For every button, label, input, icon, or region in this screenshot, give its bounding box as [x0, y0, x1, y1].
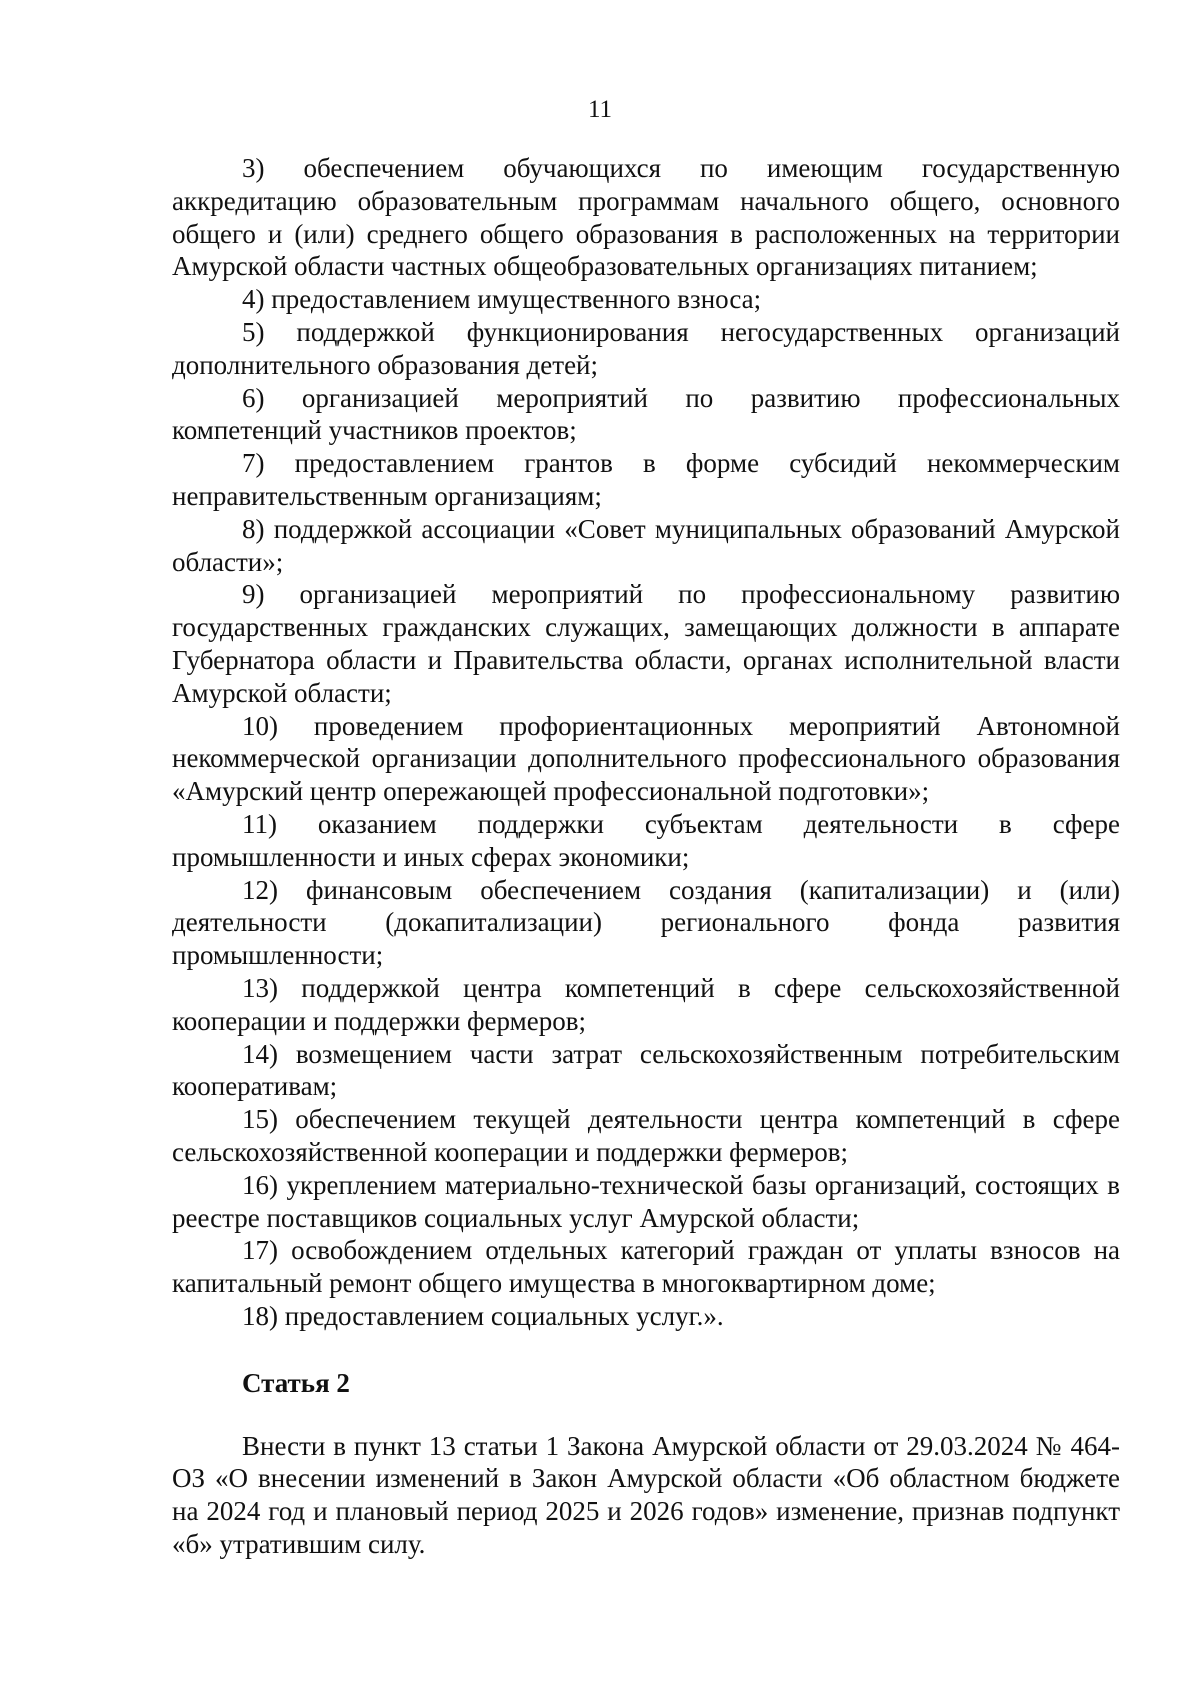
list-item: 14) возмещением части затрат сельскохозяйственным потребительским кооперативам;: [172, 1038, 1120, 1102]
list-item: 12) финансовым обеспечением создания (капитализации) и (или) деятельности (докапитализации) регионального фонда развития промышленности;: [172, 874, 1120, 971]
list-item: 9) организацией мероприятий по профессиональному развитию государственных гражданских служащих, замещающих должности в аппарате Губернатора области и Правительства области, органах исполнительной власти Амурской области;: [172, 579, 1120, 708]
list-item: 5) поддержкой функционирования негосударственных организаций дополнительного образования детей;: [172, 316, 1120, 380]
article-heading: Статья 2: [242, 1367, 350, 1398]
document-body: [172, 152, 1120, 1561]
article-text: Внести в пункт 13 статьи 1 Закона Амурской области от 29.03.2024 № 464-ОЗ «О внесении изменений в Закон Амурской области «Об областном бюджете на 2024 год и плановый период 2025 и 2026 годов» изменение, признав подпункт «б» утратившим силу.: [172, 1430, 1120, 1560]
list-item: 6) организацией мероприятий по развитию профессиональных компетенций участников проектов;: [172, 382, 1120, 446]
list-item: 13) поддержкой центра компетенций в сфере сельскохозяйственной кооперации и поддержки фермеров;: [172, 972, 1120, 1036]
list-item: 4) предоставлением имущественного взноса;: [242, 284, 762, 315]
list-item: 8) поддержкой ассоциации «Совет муниципальных образований Амурской области»;: [172, 513, 1120, 577]
list-item: 3) обеспечением обучающихся по имеющим государственную аккредитацию образовательным программам начального общего, основного общего и (или) среднего общего образования в расположенных на территории Амурской области частных общеобразовательных организациях питанием;: [172, 153, 1120, 282]
list-item: 17) освобождением отдельных категорий граждан от уплаты взносов на капитальный ремонт общего имущества в многоквартирном доме;: [172, 1235, 1120, 1299]
list-item: 18) предоставлением социальных услуг.».: [242, 1300, 724, 1331]
list-item: 15) обеспечением текущей деятельности центра компетенций в сфере сельскохозяйственной кооперации и поддержки фермеров;: [172, 1104, 1120, 1167]
list-item: 16) укреплением материально-технической базы организаций, состоящих в реестре поставщиков социальных услуг Амурской области;: [172, 1169, 1120, 1233]
list-item: 11) оказанием поддержки субъектам деятельности в сфере промышленности и иных сферах экономики;: [172, 808, 1120, 872]
page-number: 11: [587, 96, 613, 123]
list-item: 10) проведением профориентационных мероприятий Автономной некоммерческой организации дополнительного профессионального образования «Амурский центр опережающей профессиональной подготовки»;: [172, 710, 1120, 807]
list-item: 7) предоставлением грантов в форме субсидий некоммерческим неправительственным организациям;: [172, 448, 1120, 511]
